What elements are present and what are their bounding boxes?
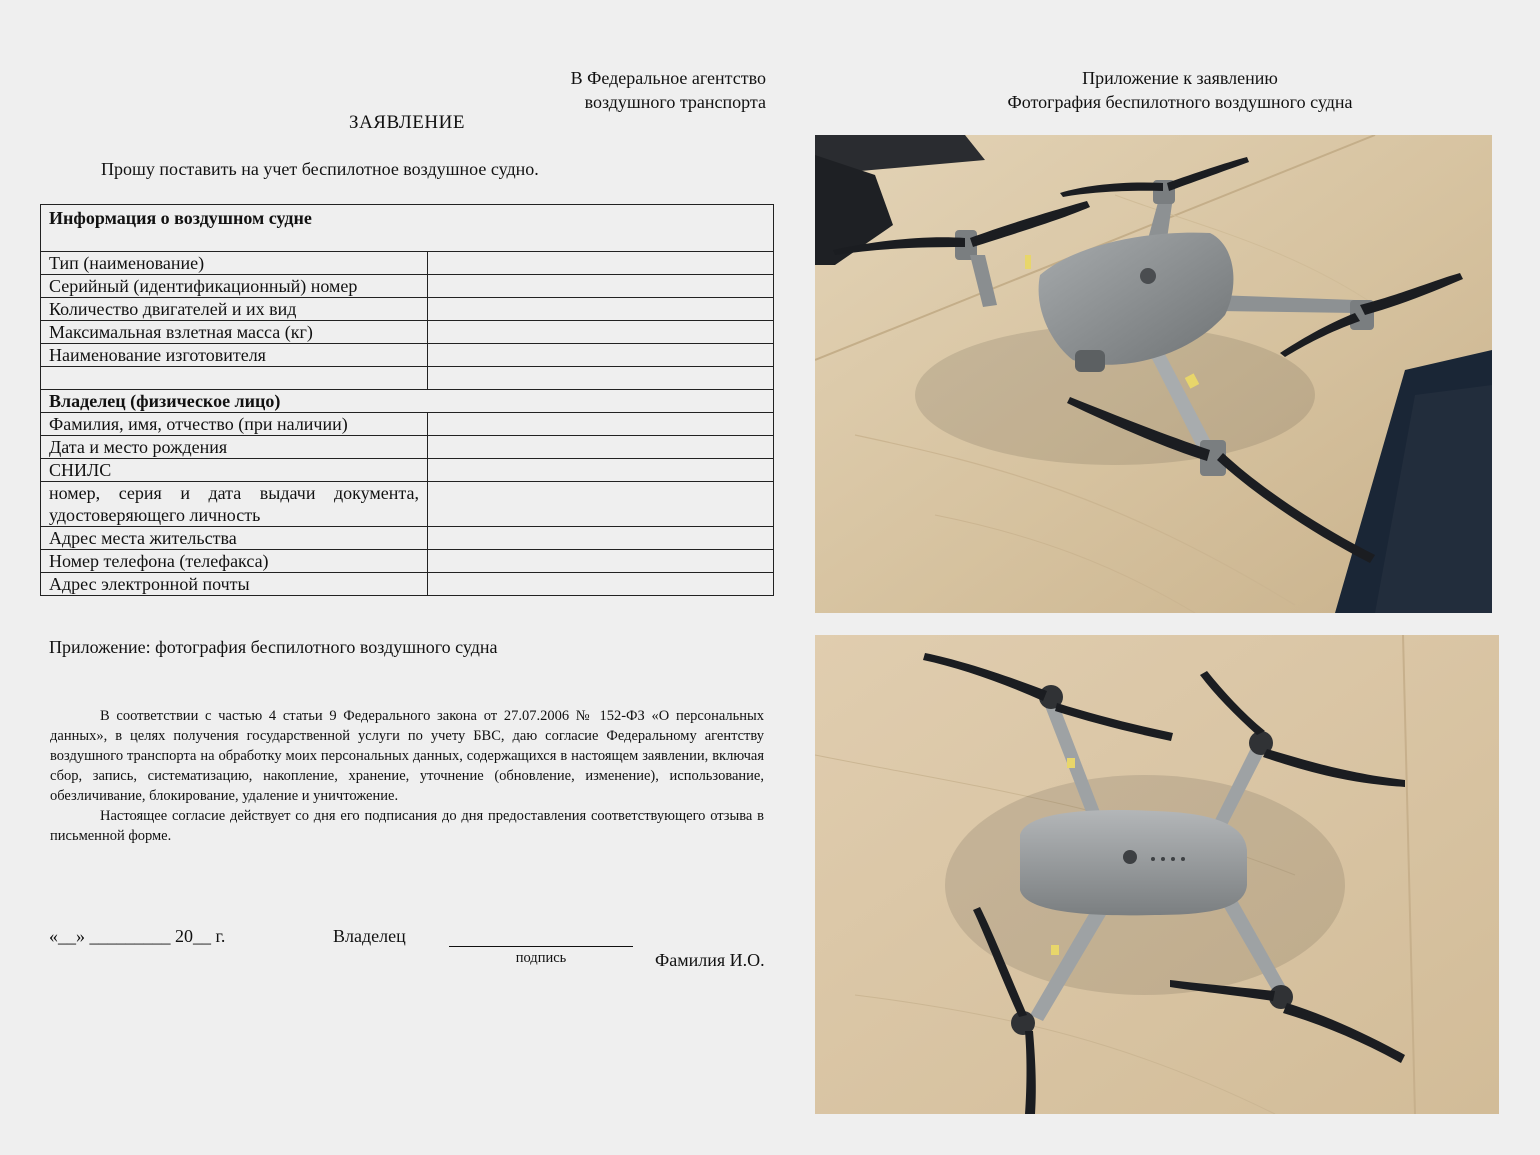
table-row	[41, 252, 774, 275]
aircraft-section-heading: Информация о воздушном судне	[41, 205, 774, 252]
field-label: Адрес места жительства	[41, 527, 428, 550]
field-value-cell[interactable]	[428, 527, 774, 550]
field-value-cell[interactable]	[428, 459, 774, 482]
document-title: ЗАЯВЛЕНИЕ	[349, 112, 465, 133]
field-value-cell[interactable]	[428, 321, 774, 344]
drone-photo-top-view	[815, 635, 1499, 1114]
signature-caption: подпись	[515, 950, 567, 966]
table-row	[41, 550, 774, 573]
field-value-cell[interactable]	[428, 367, 774, 390]
consent-text	[50, 706, 764, 846]
consent-paragraph-2: Настоящее согласие действует со дня его подписания до дня предоставления соответствующего отзыва в письменной форме.	[50, 808, 764, 844]
field-value-cell[interactable]	[428, 275, 774, 298]
signature-date: «__» _________ 20__ г.	[49, 926, 226, 946]
field-value-cell[interactable]	[428, 573, 774, 596]
table-row	[41, 321, 774, 344]
field-value-cell[interactable]	[428, 482, 774, 527]
drone-photo-angled-image	[815, 135, 1492, 613]
drone-photo-angled	[815, 135, 1492, 613]
table-row	[41, 298, 774, 321]
attachment-note: Приложение: фотография беспилотного воздушного судна	[49, 637, 498, 657]
field-label: Максимальная взлетная масса (кг)	[41, 321, 428, 344]
field-value-cell[interactable]	[428, 344, 774, 367]
field-label: Серийный (идентификационный) номер	[41, 275, 428, 298]
field-label: Адрес электронной почты	[41, 573, 428, 596]
table-row	[41, 275, 774, 298]
addressee	[520, 66, 766, 114]
owner-section-heading-row	[41, 390, 774, 413]
field-label: Количество двигателей и их вид	[41, 298, 428, 321]
table-row	[41, 482, 774, 527]
field-label: номер, серия и дата выдачи документа, удостоверяющего личность	[41, 482, 428, 527]
field-value-cell[interactable]	[428, 550, 774, 573]
owner-section-heading: Владелец (физическое лицо)	[41, 390, 774, 413]
signature-name: Фамилия И.О.	[655, 950, 765, 970]
field-label: Фамилия, имя, отчество (при наличии)	[41, 413, 428, 436]
field-label: Тип (наименование)	[41, 252, 428, 275]
application-form-table	[40, 204, 774, 596]
appendix-title	[900, 66, 1460, 114]
field-value-cell[interactable]	[428, 436, 774, 459]
field-value-cell[interactable]	[428, 298, 774, 321]
consent-paragraph-1: В соответствии с частью 4 статьи 9 Федерального закона от 27.07.2006 № 152-ФЗ «О персональных данных», в целях получения государственной услуги по учету БВС, даю согласие Федеральному агентству воздушного транспорта на обработку моих персональных данных, содержащихся в настоящем заявлении, включая сбор, запись, систематизацию, накопление, хранение, уточнение (обновление, изменение), использование, обезличивание, блокирование, удаление и уничтожение.	[50, 708, 764, 804]
field-label: Наименование изготовителя	[41, 344, 428, 367]
signature-owner-label: Владелец	[333, 926, 406, 946]
table-row	[41, 344, 774, 367]
request-text: Прошу поставить на учет беспилотное воздушное судно.	[101, 159, 539, 179]
table-row	[41, 413, 774, 436]
table-row	[41, 436, 774, 459]
addressee-line-1: В Федеральное агентство	[570, 68, 766, 88]
table-row-empty	[41, 367, 774, 390]
table-row	[41, 459, 774, 482]
table-row	[41, 527, 774, 550]
addressee-line-2: воздушного транспорта	[584, 92, 766, 112]
field-label: Номер телефона (телефакса)	[41, 550, 428, 573]
field-label	[41, 367, 428, 390]
appendix-title-line-2: Фотография беспилотного воздушного судна	[1007, 92, 1353, 112]
field-value-cell[interactable]	[428, 252, 774, 275]
field-value-cell[interactable]	[428, 413, 774, 436]
signature-line[interactable]	[449, 946, 633, 947]
aircraft-section-heading-row	[41, 205, 774, 252]
field-label: Дата и место рождения	[41, 436, 428, 459]
drone-photo-top-view-image	[815, 635, 1499, 1114]
field-label: СНИЛС	[41, 459, 428, 482]
table-row	[41, 573, 774, 596]
appendix-title-line-1: Приложение к заявлению	[1082, 68, 1278, 88]
